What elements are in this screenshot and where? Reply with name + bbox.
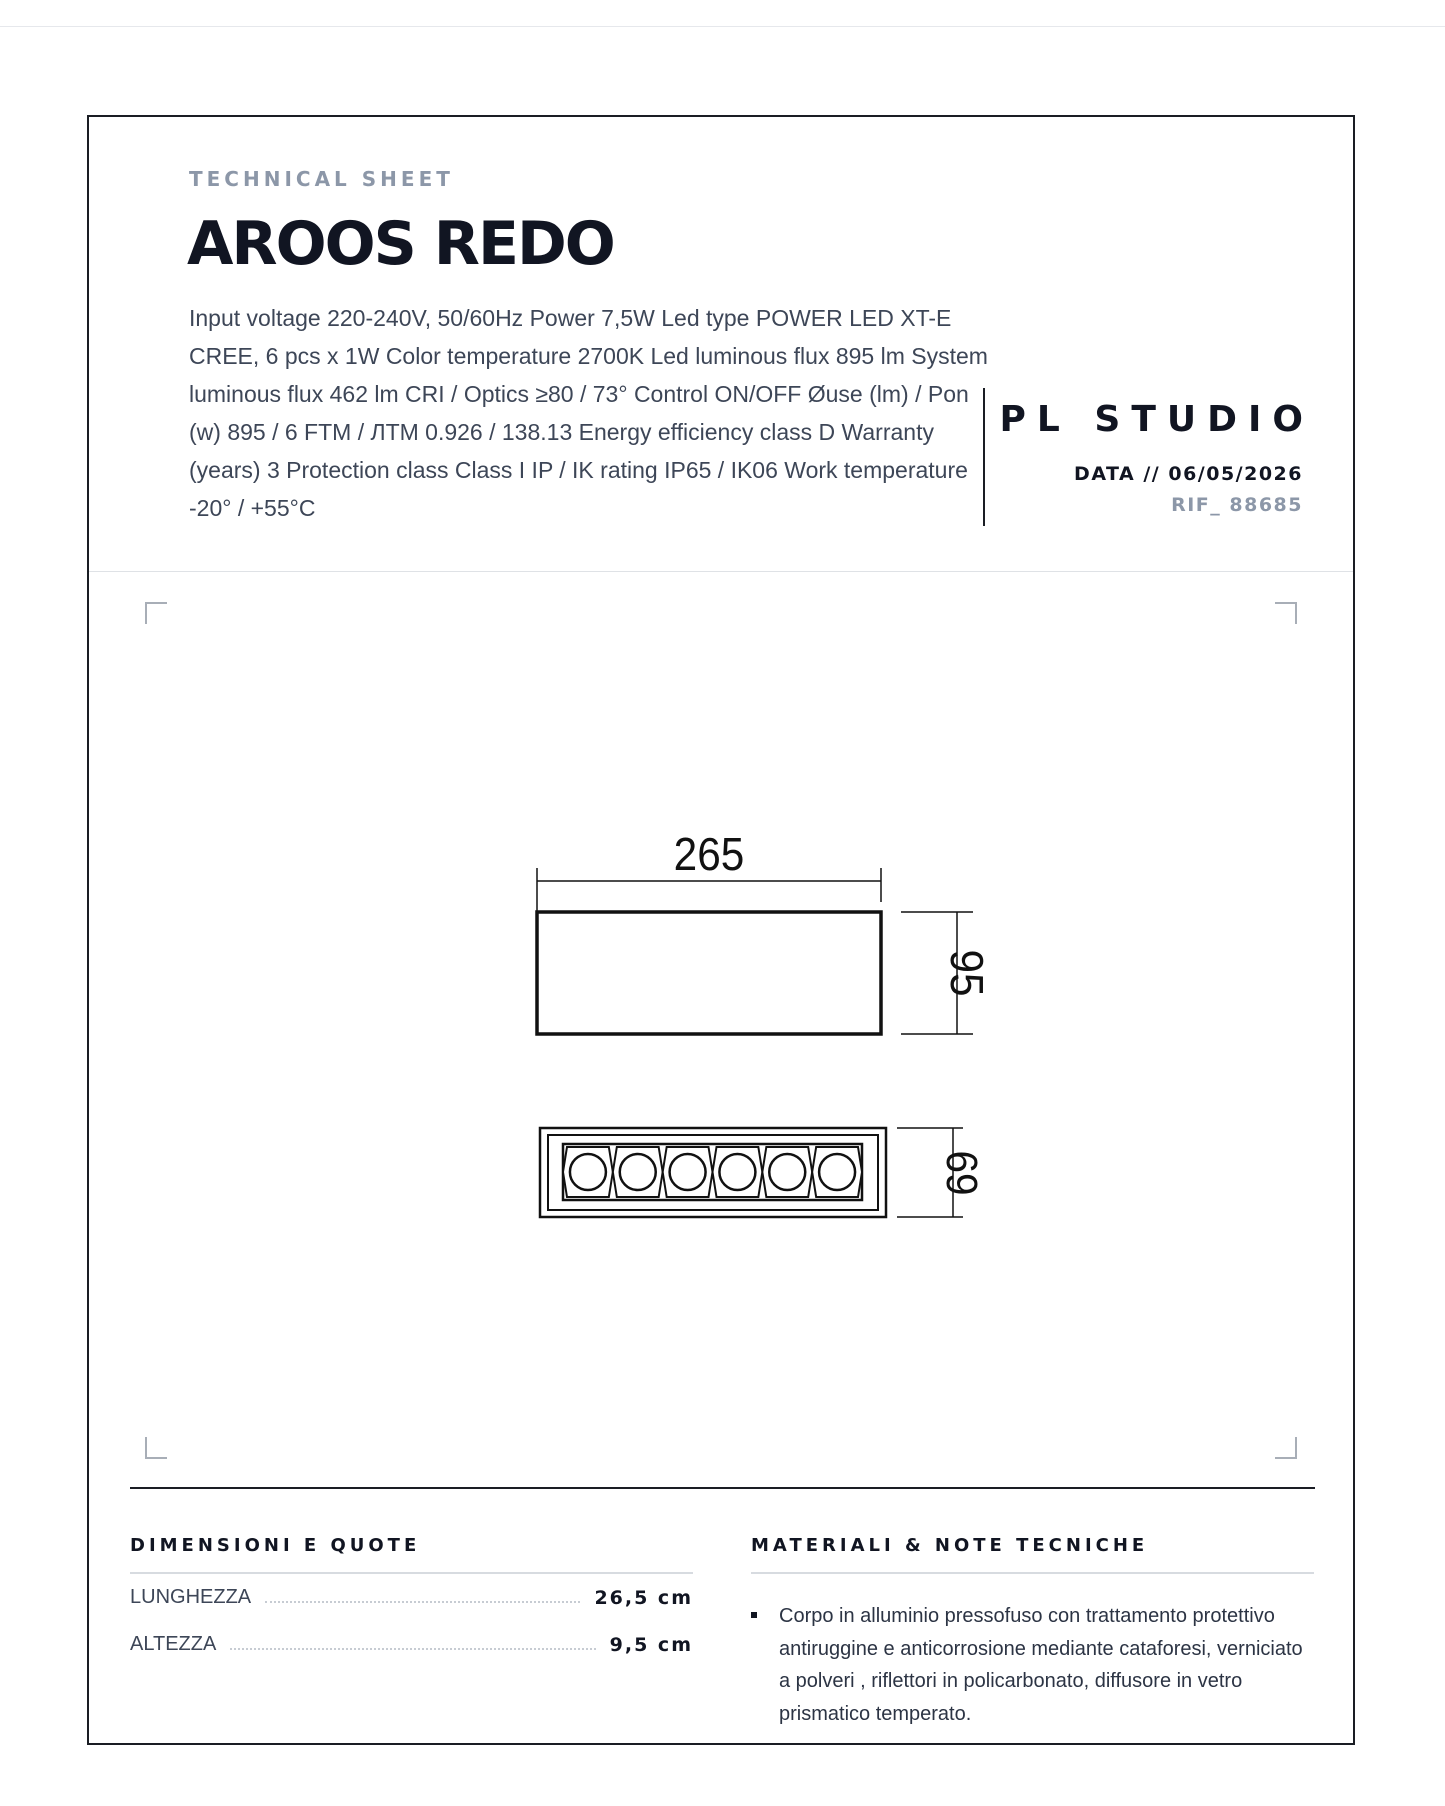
materials-title: MATERIALI & NOTE TECNICHE (751, 1535, 1314, 1574)
materials-section (751, 1535, 1314, 1730)
height-dimension (901, 912, 992, 1034)
bullet-icon (751, 1612, 757, 1618)
sheet-reference: RIF_ 88685 (1171, 494, 1303, 516)
width-dimension-label: 265 (673, 829, 745, 881)
sheet-date: DATA // 06/05/2026 (1074, 463, 1303, 485)
sheet-kicker: TECHNICAL SHEET (189, 167, 454, 191)
sheet-header (89, 117, 1353, 572)
dimension-value: 26,5 cm (594, 1586, 693, 1609)
dimension-label: ALTEZZA (130, 1633, 217, 1655)
header-vertical-rule (983, 388, 985, 526)
led-cell (613, 1147, 663, 1197)
led-view (540, 1128, 886, 1217)
dotted-leader (230, 1648, 595, 1650)
technical-drawing (89, 572, 1353, 1492)
dotted-leader (265, 1601, 580, 1603)
front-view (537, 912, 881, 1034)
dimension-value: 9,5 cm (609, 1633, 693, 1656)
dimension-row-height (130, 1621, 693, 1668)
footer-rule (130, 1487, 1315, 1489)
width-dimension (537, 829, 881, 924)
led-cell (762, 1147, 812, 1197)
led-cell (563, 1147, 613, 1197)
depth-dimension-label: 69 (937, 1150, 987, 1196)
materials-note (751, 1600, 1314, 1730)
top-divider (0, 26, 1445, 27)
dimension-row-length (130, 1574, 693, 1621)
depth-dimension (897, 1128, 987, 1217)
materials-notes (751, 1600, 1314, 1730)
height-dimension-label: 95 (940, 949, 992, 997)
dimension-label: LUNGHEZZA (130, 1586, 252, 1608)
dimensions-section (130, 1535, 693, 1668)
led-cell (663, 1147, 713, 1197)
drawing-svg (89, 572, 1353, 1492)
dimensions-title: DIMENSIONI E QUOTE (130, 1535, 693, 1574)
product-title: AROOS REDO (187, 209, 614, 279)
led-cell (713, 1147, 763, 1197)
materials-note-text: Corpo in alluminio pressofuso con trattamento protettivo antiruggine e anticorrosione mediante cataforesi, verniciato a polveri , riflettori in policarbonato, diffusore in vetro prismatico temperato. (779, 1605, 1303, 1725)
product-description: Input voltage 220-240V, 50/60Hz Power 7,5W Led type POWER LED XT-E CREE, 6 pcs x 1W Color temperature 2700K Led luminous flux 895 lm System luminous flux 462 lm CRI / Optics ≥80 / 73° Control ON/OFF Øuse (lm) / Pon (w) 895 / 6 FTM / ЛТМ 0.926 / 138.13 Energy efficiency class D Warranty (years) 3 Protection class Class I IP / IK rating IP65 / IK06 Work temperature -20° / +55°C (189, 305, 988, 521)
technical-sheet (87, 115, 1355, 1745)
led-cell (812, 1147, 862, 1197)
brand-name: PL STUDIO (999, 399, 1314, 440)
